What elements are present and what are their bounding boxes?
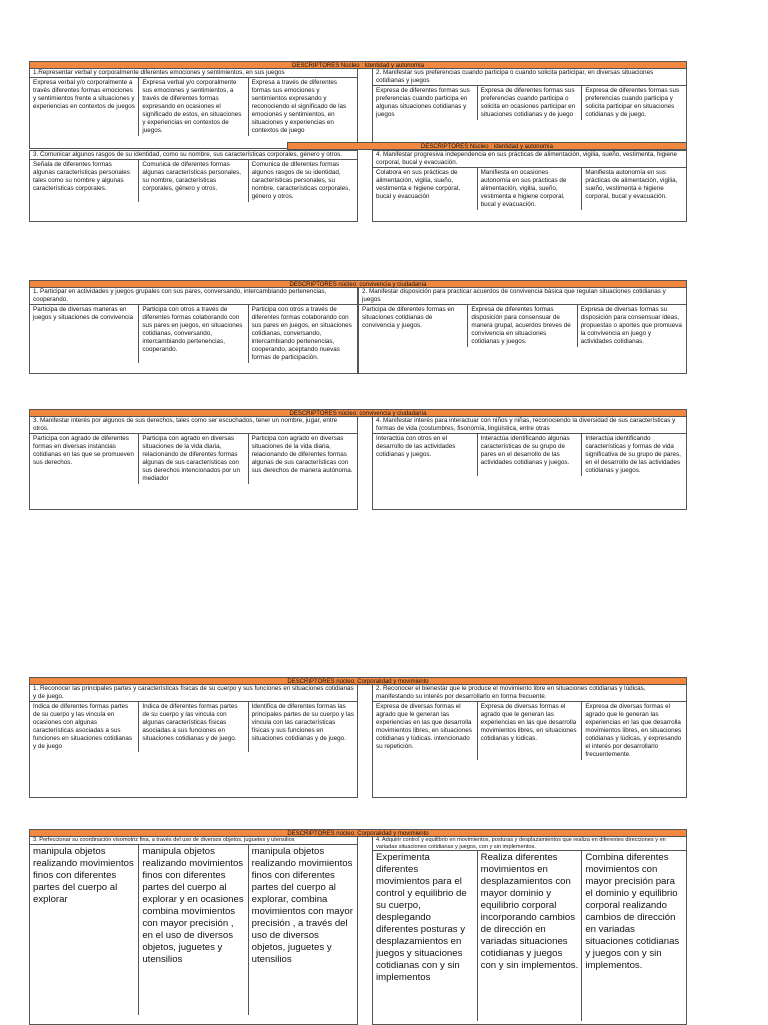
descriptor-cell: Expresa de diversas formas el agrado que le generan las experiencias en las que desarrolla movimientos libres, en situaciones cotidianas y lúdicas. bbox=[478, 702, 583, 760]
indicator-text: 2. Manifestar sus preferencias cuando participa o cuando solicita participar, en diversas situaciones cotidianas y juegos bbox=[373, 69, 686, 86]
descriptor-cell: Experimenta diferentes movimientos para el control y equilibrio de su cuerpo, desplegando diferentes posturas y desplazamientos en juegos y situaciones cotidianas con y sin implementos bbox=[373, 851, 478, 1021]
descriptor-block-4 bbox=[29, 409, 687, 510]
descriptor-cell: manipula objetos realizando movimientos finos con diferentes partes del cuerpo al explorar, combina movimientos con mayor precisión , a través del uso de diversos objetos, juguetes y utensilios bbox=[251, 845, 353, 965]
descriptor-cell: Manifiesta en ocasiones autonomía en sus prácticas de alimentación, vigilia, sueño, vestimenta e higiene corporal, bucal y evacuación. bbox=[478, 168, 583, 210]
indicator-panel-right bbox=[372, 69, 687, 149]
descriptor-cell: Participa con otros a través de diferentes formas colaborando con sus pares en juegos, en situaciones cotidianas, conversando, intercambiando pertenencias, cooperando. bbox=[139, 305, 248, 363]
block-title: DESCRIPTORES núcleo: convivencia y ciudadanía bbox=[29, 409, 687, 417]
indicator-panel-left bbox=[29, 150, 358, 222]
indicator-text: 1. Participar en actividades y juegos grupales con sus pares, conversando, intercambiando pertenencias, cooperando. bbox=[30, 288, 357, 305]
descriptor-cell: Participa con otros a través de diferentes formas colaborando con sus pares en juegos, en situaciones cotidianas, conversando, intercambiando pertenencias, cooperando, aceptando nuevas formas de participación. bbox=[251, 306, 352, 361]
descriptor-block-3 bbox=[29, 280, 687, 374]
descriptor-cell: Expresa de diversas formas el agrado que le generan las experiencias en las que desarrolla movimientos libres, en situaciones cotidianas y lúdicas, y expresando el interés por desarrollarlo frecuentemente. bbox=[585, 703, 682, 758]
indicator-text: 1. Reconocer las principales partes y características físicas de su cuerpo y sus funciones en situaciones cotidianas y de juego. bbox=[30, 685, 357, 702]
indicator-text: 3. Manifestar interés por algunos de sus derechos, tales como ser escuchados, tener un nombre, jugar, entre otros. bbox=[30, 417, 357, 434]
descriptor-cell: Expresa verbal y/o corporalmente a través diferentes formas emociones y sentimientos frente a situaciones y experiencias en contextos de juegos bbox=[30, 78, 139, 136]
indicator-panel-left bbox=[29, 69, 358, 149]
descriptor-cell: Interactúa con otros en el desarrollo de las actividades cotidianas y juegos. bbox=[373, 434, 478, 476]
block-title: DESCRIPTORES núcleo: Corporalidad y movimiento bbox=[29, 829, 687, 837]
descriptor-cell: Expresa de diferentes formas sus preferencias cuando participa y solicita participar en situaciones cotidianas y de juego. bbox=[585, 87, 680, 118]
descriptor-cell: Expresa de diversas formas su disposición para consensuar ideas, propuestas o aportes que promueva la convivencia en juego y actividades cotidianas. bbox=[580, 306, 682, 345]
indicator-panel-right bbox=[372, 837, 687, 1025]
indicator-panel-left bbox=[29, 288, 358, 374]
block-title: DESCRIPTORES Núcleo : Identidad y autonomía bbox=[287, 142, 687, 150]
descriptor-cell: Interactúa identificando algunas características de su grupo de pares en el desarrollo de las actividades cotidianas y juegos. bbox=[478, 434, 583, 476]
descriptor-cell: Expresa de diferentes formas disposición para consensuar de manera grupal, acuerdos breves de convivencia en situaciones cotidianas y juegos. bbox=[468, 305, 577, 347]
indicator-panel-right bbox=[358, 288, 687, 374]
descriptor-cell: Expresa verbal y/o corporalmente sus emociones y sentimientos, a través de diferentes formas expresando en ocasiones el significado de estos, en situaciones y experiencias en contextos de juegos. bbox=[139, 78, 248, 136]
descriptor-cell: Manifiesta autonomía en sus prácticas de alimentación, vigilia, sueño, vestimenta e higiene corporal, bucal y evacuación. bbox=[585, 169, 678, 200]
descriptor-cell: Expresa de diferentes formas sus preferencias cuando participa en algunas situaciones cotidianas y juegos bbox=[373, 86, 478, 120]
descriptor-cell: Indica de diferentes formas partes de su cuerpo y las vincula en ocasiones con algunas características asociadas a sus funciones en situaciones cotidianas y de juego bbox=[30, 702, 139, 752]
descriptor-cell: Expresa de diversas formas el agrado que le generan las experiencias en las que desarrolla movimientos libres, en situaciones cotidianas y lúdicas. intencionado su repetición. bbox=[373, 702, 478, 760]
indicator-panel-left bbox=[29, 837, 358, 1025]
descriptor-cell: Interactúa identificando características y formas de vida significativa de su grupo de pares, en el desarrollo de las actividades cotidianas y juegos. bbox=[585, 435, 681, 474]
descriptor-cell: manipula objetos realizando movimientos finos con diferentes partes del cuerpo al explorar y en ocasiones combina movimientos con mayor precisión , en el uso de diversos objetos, juguetes y utensilios bbox=[139, 845, 248, 1015]
indicator-text: 4. Manifestar interés para interactuar con niños y niñas, reconociendo la diversidad de sus características y formas de vida (costumbres, fisonomía, lingüística, entre otras bbox=[373, 417, 686, 434]
descriptor-cell: Participa de diferentes formas en situaciones cotidianas de convivencia y juegos. bbox=[359, 305, 468, 347]
descriptor-cell: Participa con agrado de diferentes formas en diversas instancias cotidianas en las que se promueven sus derechos. bbox=[30, 434, 139, 484]
block-title: DESCRIPTORES Núcleo : Identidad y autonomía bbox=[29, 61, 687, 69]
indicator-text: 4. Adquirir control y equilibrio en movimientos, posturas y desplazamientos que realiza en diferentes direcciones y en variadas situaciones cotidianas y juegos, con y sin implementos. bbox=[373, 837, 686, 851]
descriptor-cell: Combina diferentes movimientos con mayor precisión para el dominio y equilibrio corporal realizando cambios de dirección en variadas situaciones cotidianas y juegos con y sin implementos. bbox=[585, 852, 680, 971]
descriptor-cell: Colabora en sus prácticas de alimentación, vigilia, sueño, vestimenta e higiene corporal, bucal y evacuación bbox=[373, 168, 478, 210]
descriptor-block-6 bbox=[29, 829, 687, 1025]
descriptor-cell: Indica de diferentes formas partes de su cuerpo y las vincula con algunas características físicas asociadas a sus funciones en situaciones cotidianas y de juego. bbox=[139, 702, 248, 752]
descriptor-cell: Participa con agrado en diversas situaciones de la vida diaria, relacionando de diferentes formas algunas de sus características con sus derechos de manera autónoma. bbox=[251, 435, 353, 474]
indicator-panel-left bbox=[29, 417, 358, 510]
indicator-panel-right bbox=[372, 150, 687, 222]
indicator-text: 4. Manifestar progresiva independencia en sus prácticas de alimentación, vigilia, sueño, vestimenta, higiene corporal, bucal y evacuación. bbox=[373, 151, 686, 168]
indicator-panel-right bbox=[372, 417, 687, 510]
descriptor-cell: Participa con agrado en diversas situaciones de la vida diaria, relacionando de diferentes formas algunas de sus características con sus derechos intencionados por un mediador bbox=[139, 434, 248, 484]
descriptor-cell: Comunica de diferentes formas algunos rasgos de su identidad, características personales, su nombre, características corporales, género y otros. bbox=[251, 161, 350, 200]
indicator-text: 3. Perfeccionar su coordinación visomotriz fina, a través del uso de diversos objetos, juguetes y utensilios bbox=[30, 837, 357, 845]
indicator-text: 2. Reconocer el bienestar que le produce el movimiento libre en situaciones cotidianas y lúdicas, manifestando su interés por desarrollarlo en forma frecuente. bbox=[373, 685, 686, 702]
block-title: DESCRIPTORES núcleo: Corporalidad y movimiento bbox=[29, 677, 687, 685]
descriptor-cell: Identifica de diferentes formas las principales partes de su cuerpo y las vincula con las características físicas y sus funciones en situaciones cotidianas y de juego. bbox=[251, 703, 354, 742]
descriptor-cell: Realiza diferentes movimientos en desplazamientos con mayor dominio y equilibrio corporal incorporando cambios de dirección en variadas situaciones cotidianas y juegos con y sin implementos. bbox=[478, 851, 583, 1021]
block-title: DESCRIPTORES núcleo: convivencia y ciudadanía bbox=[29, 280, 687, 288]
indicator-text: 2. Manifestar disposición para practicar acuerdos de convivencia básica que regulan situaciones cotidianas y juegos bbox=[359, 288, 686, 305]
descriptor-cell: Expresa a través de diferentes formas sus emociones y sentimientos expresando y reconociendo el significado de las emociones y sentimientos, en situaciones y experiencias en contextos de juego bbox=[251, 79, 347, 134]
descriptor-cell: Señala de diferentes formas algunas características personales tales como su nombre y algunas características corporales. bbox=[30, 160, 139, 202]
descriptor-cell: manipula objetos realizando movimientos finos con diferentes partes del cuerpo al explorar bbox=[30, 845, 139, 1015]
indicator-text: 1.Representar verbal y corporalmente diferentes emociones y sentimientos, en sus juegos bbox=[30, 69, 357, 78]
descriptor-cell: Expresa de diferentes formas sus preferencias cuando participa o solicita en ocasiones participar en situaciones cotidianas y de juego bbox=[478, 86, 583, 120]
indicator-text: 3. Comunicar algunos rasgos de su identidad, como su nombre, sus características corporales, género y otros. bbox=[30, 151, 357, 160]
descriptor-cell: Participa de diversas maneras en juegos y situaciones de convivencia bbox=[30, 305, 139, 363]
descriptor-block-5 bbox=[29, 677, 687, 798]
indicator-panel-right bbox=[372, 685, 687, 798]
indicator-panel-left bbox=[29, 685, 358, 798]
descriptor-cell: Comunica de diferentes formas algunas características personales, su nombre, características corporales, género y otros. bbox=[139, 160, 248, 202]
descriptor-block-1 bbox=[29, 61, 687, 149]
descriptor-block-2 bbox=[29, 142, 687, 222]
